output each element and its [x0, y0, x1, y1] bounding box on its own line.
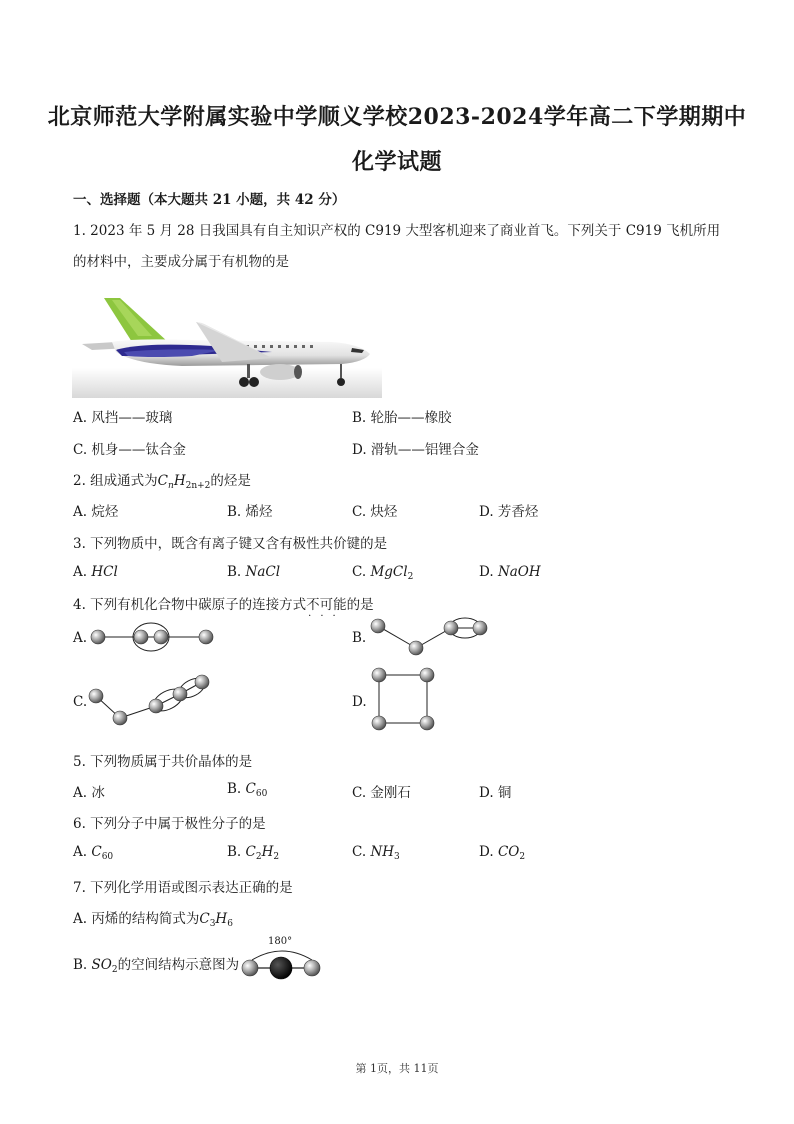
q4-structure-c	[86, 670, 216, 734]
q3-option-c: C. MgCl$_2$	[352, 564, 414, 582]
q2-stem: 2. 组成通式为$C_nH_{2n+2}$的烃是	[73, 473, 251, 491]
q4-stem: 4. 下列有机化合物中碳原子的连接方式不可能 ··· 的是	[73, 597, 374, 622]
q4-label-d: D.	[352, 694, 367, 710]
angle-label: 180°	[268, 936, 293, 947]
q4-label-c: C.	[73, 694, 88, 710]
q1-stem-line2: 的材料中，主要成分属于有机物的是	[73, 254, 289, 270]
q6-option-d: D. $CO_2$	[479, 844, 526, 862]
q3-stem: 3. 下列物质中，既含有离子键又含有极性共价键的是	[73, 536, 388, 552]
paper-title-line2: 化学试题	[351, 149, 442, 175]
so2-structure-diagram	[238, 936, 326, 986]
q4-emphasis: 不可能 ···	[306, 597, 347, 622]
q5-option-d: D. 铜	[479, 785, 512, 801]
q4-label-a: A.	[73, 630, 88, 646]
q7-option-a: A. 丙烯的结构简式为$C_3H_6$	[73, 911, 233, 929]
q4-structure-b	[366, 614, 496, 664]
q7-option-b: B. $SO_2$的空间结构示意图为	[73, 957, 240, 975]
q6-option-c: C. $NH_3$	[352, 844, 400, 862]
section-heading: 一、选择题（本大题共 21 小题，共 42 分）	[73, 192, 346, 208]
q3-option-b: B. NaCl	[227, 564, 281, 580]
q1-stem-line1: 1. 2023 年 5 月 28 日我国具有自主知识产权的 C919 大型客机迎来了商业首飞。下列关于 C919 飞机所用	[73, 223, 721, 239]
q6-option-b: B. $C_2H_2$	[227, 844, 280, 862]
q5-stem: 5. 下列物质属于共价晶体的是	[73, 754, 253, 770]
q5-option-c: C. 金刚石	[352, 785, 411, 801]
q1-option-d: D. 滑轨——铝锂合金	[352, 442, 479, 458]
airplane-image	[72, 290, 382, 404]
q6-stem: 6. 下列分子中属于极性分子的是	[73, 816, 266, 832]
q2-option-c: C. 炔烃	[352, 504, 398, 520]
q1-option-b: B. 轮胎——橡胶	[352, 410, 452, 426]
paper-title-line1: 北京师范大学附属实验中学顺义学校2023-2024学年高二下学期期中	[47, 104, 747, 130]
q5-option-a: A. 冰	[73, 785, 105, 801]
q3-option-a: A. HCl	[73, 564, 118, 580]
q7-stem: 7. 下列化学用语或图示表达正确的是	[73, 880, 293, 896]
q1-option-c: C. 机身——钛合金	[73, 442, 186, 458]
q3-option-d: D. NaOH	[479, 564, 541, 580]
q2-option-d: D. 芳香烃	[479, 504, 539, 520]
q2-option-a: A. 烷烃	[73, 504, 119, 520]
q6-option-a: A. $C_{60}$	[73, 844, 114, 862]
q4-structure-a	[88, 620, 218, 660]
q4-label-b: B.	[352, 630, 367, 646]
q4-structure-d	[368, 665, 442, 737]
page-number: 第 1页，共 11页	[355, 1062, 439, 1075]
q2-option-b: B. 烯烃	[227, 504, 273, 520]
q5-option-b: B. $C_{60}$	[227, 781, 268, 799]
q1-option-a: A. 风挡——玻璃	[73, 410, 173, 426]
